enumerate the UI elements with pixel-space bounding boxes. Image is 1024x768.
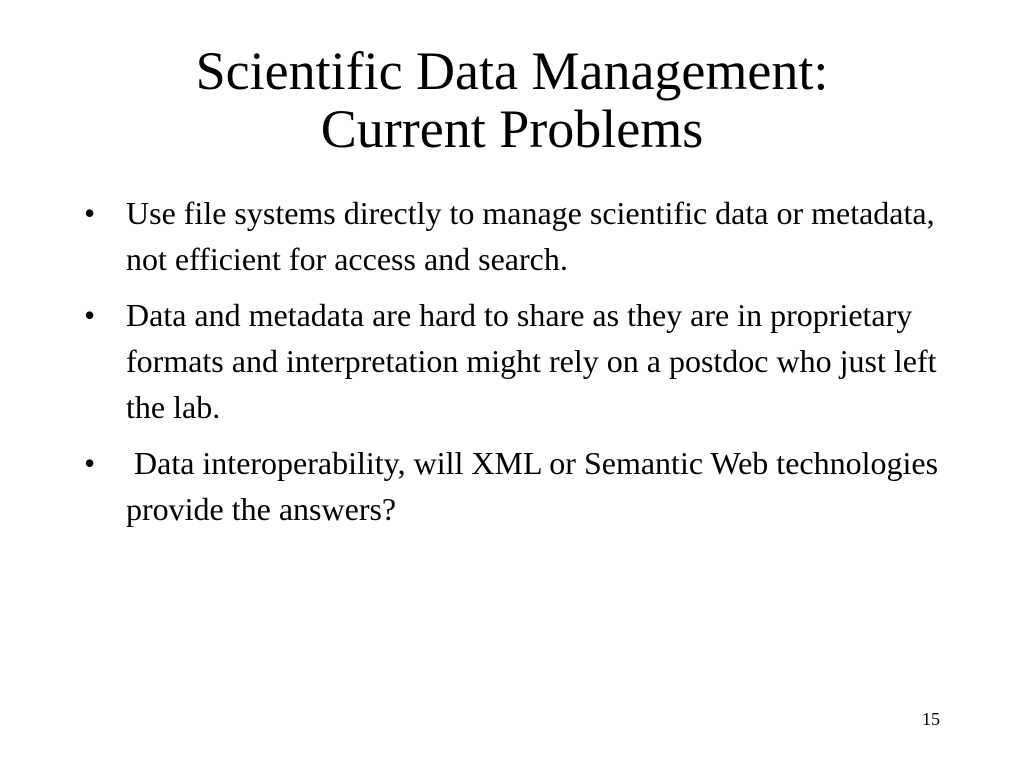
bullet-text: Data and metadata are hard to share as they are in proprietary formats and interpretation might rely on a postdoc who just left the lab. bbox=[126, 297, 937, 425]
slide-title-line-2: Current Problems bbox=[320, 99, 704, 159]
bullet-item-file-systems bbox=[84, 190, 954, 282]
bullet-marker: • bbox=[84, 445, 96, 481]
bullet-marker: • bbox=[84, 297, 96, 333]
page-number: 15 bbox=[922, 709, 940, 729]
bullet-text: Use file systems directly to manage scientific data or metadata, not efficient for access and search. bbox=[126, 195, 935, 277]
slide-title bbox=[60, 42, 964, 158]
bullet-item-interoperability bbox=[84, 440, 954, 532]
bullet-marker: • bbox=[84, 195, 96, 231]
slide-title-line-1: Scientific Data Management: bbox=[195, 41, 829, 101]
bullet-text: Data interoperability, will XML or Semantic Web technologies provide the answers? bbox=[126, 445, 947, 527]
bullet-list bbox=[84, 190, 954, 542]
bullet-item-sharing bbox=[84, 292, 954, 430]
